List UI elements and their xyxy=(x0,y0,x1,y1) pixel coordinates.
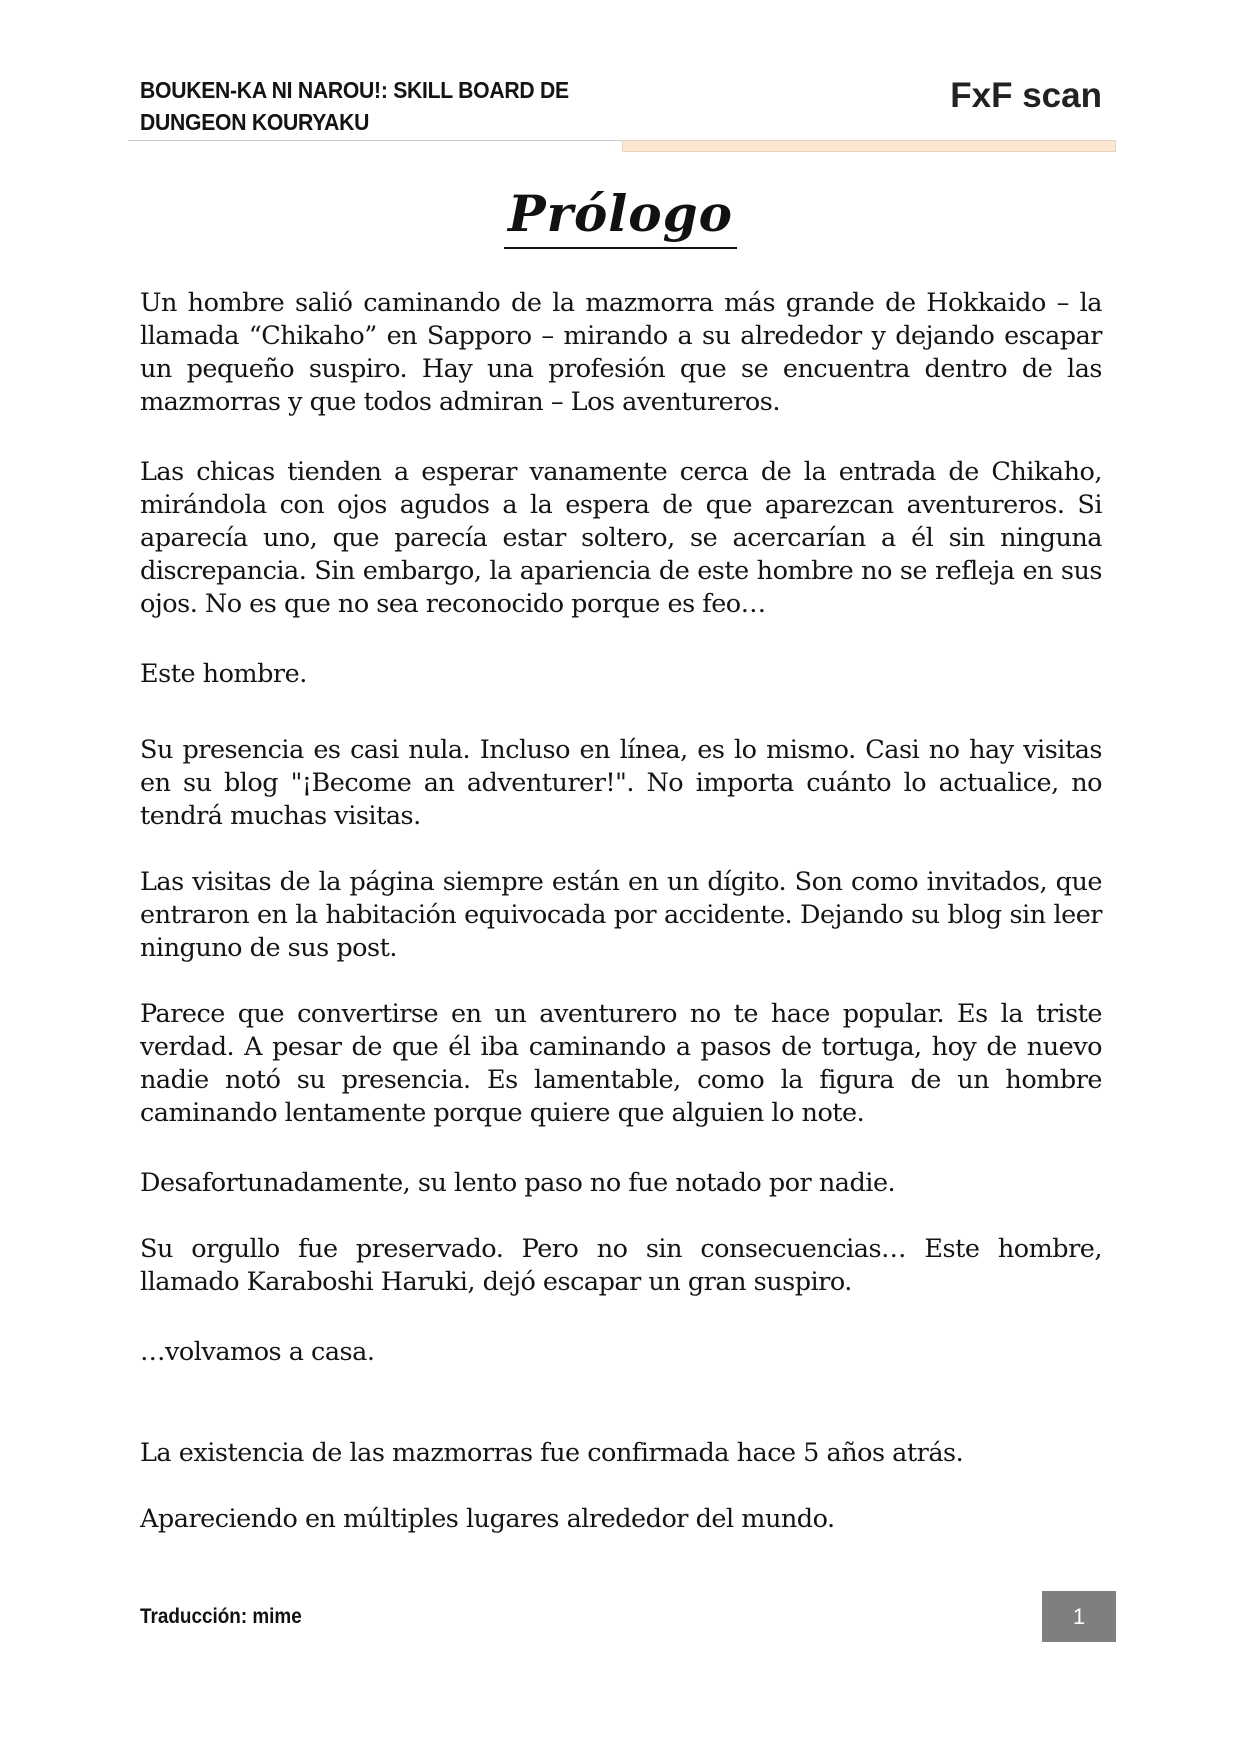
paragraph: Las visitas de la página siempre están en un dígito. Son como invitados, que entraron en la habitación equivocada por accidente. Dejando su blog sin leer ninguno de sus post. xyxy=(140,867,1102,963)
series-title-line-2: DUNGEON KOURYAKU xyxy=(140,109,370,135)
translator-credit: Traducción: mime xyxy=(140,1605,302,1628)
paragraph: Desafortunadamente, su lento paso no fue notado por nadie. xyxy=(140,1168,896,1198)
paragraph: …volvamos a casa. xyxy=(140,1337,375,1367)
page-number: 1 xyxy=(1042,1591,1116,1642)
paragraph: Parece que convertirse en un aventurero no te hace popular. Es la triste verdad. A pesar de que él iba caminando a pasos de tortuga, hoy de nuevo nadie notó su presencia. Es lamentable, como la figura de un hombre caminando lentamente porque quiere que alguien lo note. xyxy=(140,999,1102,1128)
header-accent-bar xyxy=(622,140,1116,152)
chapter-title xyxy=(0,183,1241,249)
chapter-title-text: Prólogo xyxy=(504,183,737,249)
scan-group-name: FxF scan xyxy=(950,76,1102,115)
paragraph: Su presencia es casi nula. Incluso en línea, es lo mismo. Casi no hay visitas en su blog "¡Become an adventurer!". No importa cuánto lo actualice, no tendrá muchas visitas. xyxy=(140,735,1102,831)
paragraph: Las chicas tienden a esperar vanamente cerca de la entrada de Chikaho, mirándola con ojos agudos a la espera de que aparezcan aventureros. Si aparecía uno, que parecía estar soltero, se acercarían a él sin ninguna discrepancia. Sin embargo, la apariencia de este hombre no se refleja en sus ojos. No es que no sea reconocido porque es feo… xyxy=(140,457,1102,619)
series-title-line-1: BOUKEN-KA NI NAROU!: SKILL BOARD DE xyxy=(140,77,569,103)
paragraph: Este hombre. xyxy=(140,659,307,689)
paragraph: Su orgullo fue preservado. Pero no sin consecuencias… Este hombre, llamado Karaboshi Haruki, dejó escapar un gran suspiro. xyxy=(140,1234,1102,1297)
page-header xyxy=(128,0,1116,148)
paragraph: La existencia de las mazmorras fue confirmada hace 5 años atrás. xyxy=(140,1438,964,1468)
paragraph: Apareciendo en múltiples lugares alrededor del mundo. xyxy=(140,1504,835,1534)
chapter-body xyxy=(140,287,1102,1536)
header-divider xyxy=(128,140,622,141)
paragraph: Un hombre salió caminando de la mazmorra más grande de Hokkaido – la llamada “Chikaho” en Sapporo – mirando a su alrededor y dejando escapar un pequeño suspiro. Hay una profesión que se encuentra dentro de las mazmorras y que todos admiran – Los aventureros. xyxy=(140,288,1102,417)
series-title xyxy=(140,74,618,138)
